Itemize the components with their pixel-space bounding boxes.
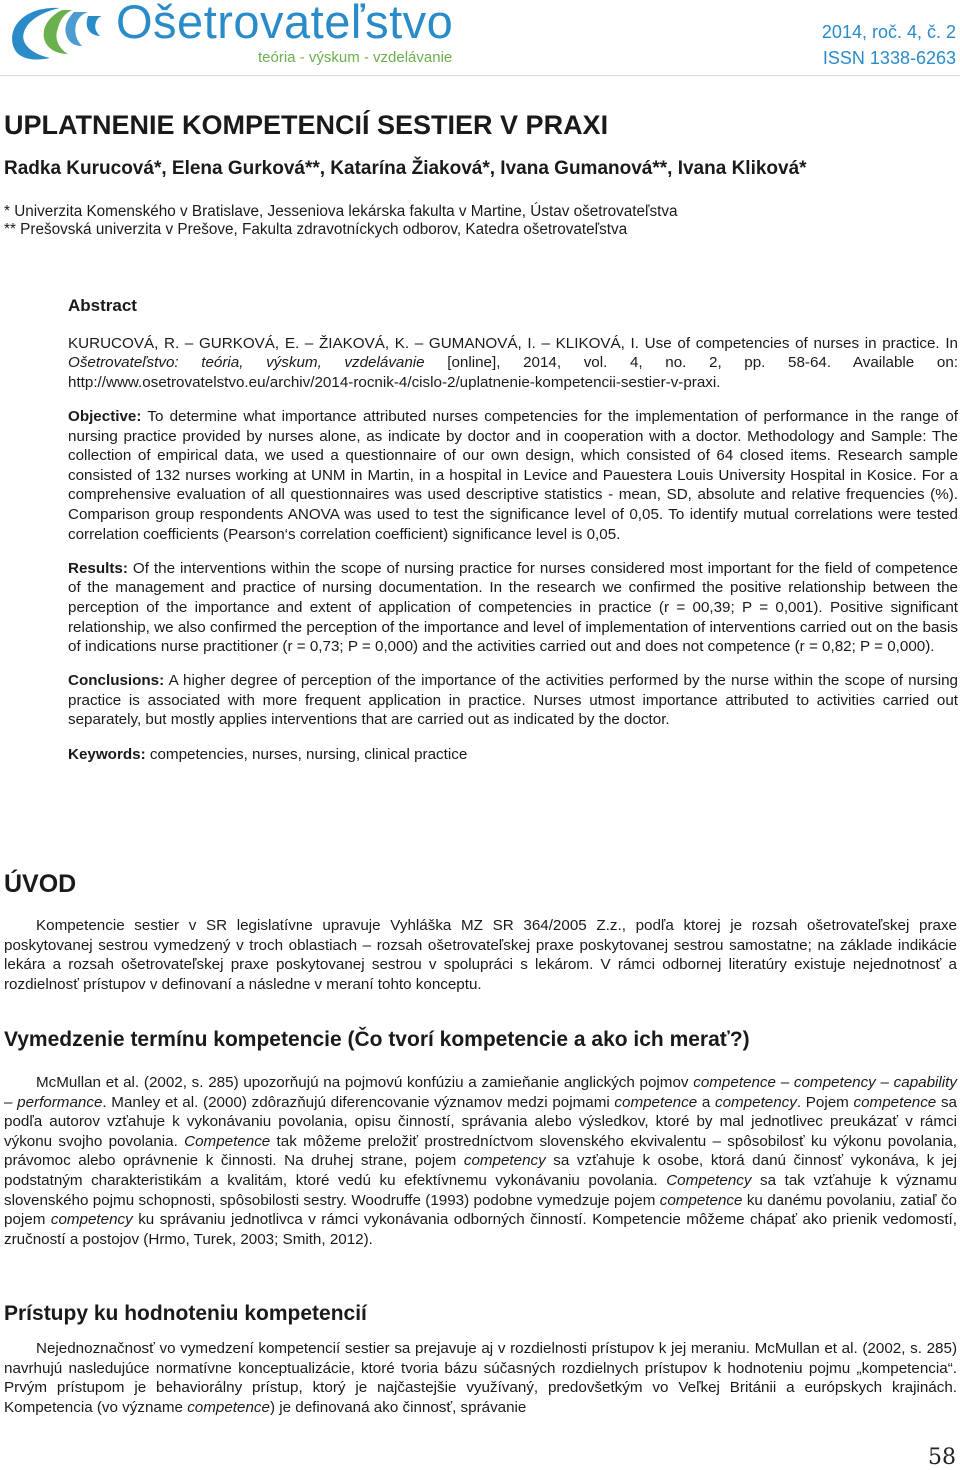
text-run: ) je definovaná ako činnosť, správanie: [269, 1398, 527, 1416]
emphasis-term: Competence: [184, 1132, 271, 1150]
text-run: McMullan et al. (2002, s. 285) upozorňujú na pojmovú konfúziu a zamieňanie anglických pojmov: [36, 1074, 694, 1091]
emphasis-term: competence: [187, 1398, 270, 1416]
citation-lead: KURUCOVÁ, R. – GURKOVÁ, E. – ŽIAKOVÁ, K. – GUMANOVÁ, I. – KLIKOVÁ, I. Use of competencies of nurses in practice. In: [68, 334, 958, 352]
citation-tail: [online], 2014, vol. 4, no. 2, pp. 58-64. Available on: http://www.osetrovatelstvo.eu/archiv/2014-rocnik-4/cislo-2/uplatnenie-kompetencii-sestier-v-praxi.: [68, 354, 958, 391]
objective-text: To determine what importance attributed nurses competencies for the implementation of performance in the range of nursing practice provided by nurses alone, as indicate by doctor and in cooperation with a doctor. Methodology and Sample: The collection of empirical data, we used a questionnaire of our own design, which consisted of 64 closed items. Research sample consisted of 132 nurses working at UNM in Martin, in a hospital in Levice and Pauestera Louis University Hospital in Kosice. For a comprehensive evaluation of all questionnaires was used descriptive statistics - mean, SD, absolute and relative frequencies (%). Comparison group respondents ANOVA was used to test the significance level of 0,05. To identify mutual correlations were tested correlation coefficients (Pearson‘s correlation coefficient) significance level is 0,05.: [68, 407, 958, 543]
issue-info: 2014, roč. 4, č. 2: [821, 22, 956, 42]
emphasis-term: competence: [614, 1093, 698, 1111]
journal-name: Ošetrovateľstvo: [116, 0, 454, 48]
section-heading-approaches: Prístupy ku hodnoteniu kompetencií: [4, 1302, 367, 1325]
text-run: Nejednoznačnosť vo vymedzení kompetencií sestier sa prejavuje aj v rozdielnosti prístupov k jej meraniu. McMullan et al. (2002, s. 285) navrhujú nasledujúce normatívne konceptualizácie, ktoré tvoria bázu súčasných rozdielnych prístupov k hodnoteniu pojmu „kompetencia“. Prvým prístupom je behaviorálny prístup, ktorý je najčastejšie využívaný, predovšetkým vo Veľkej Británii a európskych krajinách. Kompetencia (vo význame: [4, 1340, 957, 1416]
text-run: tak môžeme preložiť prostredníctvom slovenského ekvivalentu – spôsobilosť ku výkonu povolania, právomoc alebo oprávnenie k činnosti. Na druhej strane, pojem: [4, 1132, 957, 1170]
conclusions-label: Conclusions:: [68, 672, 165, 690]
conclusions-text: A higher degree of perception of the importance of the activities performed by the nurse within the scope of nursing practice is associated with more frequent application in practice. Nurses utmost importance attributed to activities carried out separately, but mostly applies interventions that are carried out as indicated by the doctor.: [68, 672, 958, 729]
abstract-objective: [68, 407, 958, 544]
text-run: a: [697, 1093, 715, 1111]
emphasis-term: Competency: [666, 1171, 752, 1189]
emphasis-term: competency: [463, 1152, 546, 1170]
abstract-citation: [68, 334, 958, 393]
results-label: Results:: [68, 559, 128, 577]
author-list: Radka Kurucová*, Elena Gurková**, Katarína Žiaková*, Ivana Gumanová**, Ivana Kliková*: [4, 158, 807, 179]
text-run: sa podľa autorov vzťahuje k vykonávaniu povolania, opisu činností, správania alebo výsledkov, ktoré by mal jednotlivec preukázať v rámci výkonu svojho povolania.: [4, 1093, 957, 1150]
section-heading-uvod: ÚVOD: [4, 870, 77, 898]
issn-info: ISSN 1338-6263: [822, 48, 956, 68]
emphasis-term: competence: [853, 1093, 937, 1111]
article-title: UPLATNENIE KOMPETENCIÍ SESTIER V PRAXI: [4, 110, 609, 140]
affiliation-2: ** Prešovská univerzita v Prešove, Fakulta zdravotníckych odborov, Katedra ošetrovateľstva: [4, 221, 628, 238]
abstract-conclusions: [68, 671, 958, 730]
emphasis-term: competency: [714, 1093, 797, 1111]
text-run: ku správaniu jednotlivca v rámci vykonávania odborných činností. Kompetencie môžeme chápať ako prienik vedomostí, zručností a postojov (Hrmo, Turek, 2003; Smith, 2012).: [4, 1211, 957, 1248]
text-run: sa vzťahuje k osobe, ktorá danú činnosť vykonáva, k jej podstatným charakteristikám a kvalitám, ktoré vedú ku efektívnemu vykonávaniu povolania.: [4, 1152, 957, 1189]
header-divider: [0, 75, 960, 76]
objective-label: Objective:: [68, 407, 142, 425]
journal-subtitle: teória - výskum - vzdelávanie: [258, 49, 453, 66]
text-run: ku danému povolaniu, zatiaľ čo pojem: [4, 1191, 957, 1229]
affiliation-1: * Univerzita Komenského v Bratislave, Jesseniova lekárska fakulta v Martine, Ústav ošetrovateľstva: [4, 203, 678, 220]
section-body-definition: [4, 1073, 957, 1249]
definition-paragraph: [4, 1073, 957, 1249]
text-run: sa tak vzťahuje k významu slovenského pojmu schopnosti, spôsobilosti sestry. Woodruffe (1993) podobne vymedzuje pojem: [4, 1171, 957, 1209]
emphasis-term: competence – competency – capability – performance: [4, 1074, 957, 1111]
results-text: Of the interventions within the scope of nursing practice for nurses considered most important for the field of competence of the management and practice of nursing documentation. In the research we confirmed the positive relationship between the perception of the importance and extent of application of competencies in practice (r = 00,39; P = 0,001). Positive significant relationship, we also confirmed the perception of the importance and level of implementation of interventions carried out on the basis of indications nurse practitioner (r = 0,73; P = 0,000) and the activities carried out and does not competence (r = 0,82; P = 0,000).: [68, 559, 958, 656]
emphasis-term: competency: [50, 1211, 133, 1229]
section-body-uvod: [4, 916, 957, 994]
uvod-paragraph: Kompetencie sestier v SR legislatívne upravuje Vyhláška MZ SR 364/2005 Z.z., podľa ktorej je rozsah ošetrovateľskej praxe poskytovanej sestrou vymedzený v troch oblastiach – rozsah ošetrovateľskej praxe poskytovanej sestrou samostatne; na základe indikácie lekára a rozsah ošetrovateľskej praxe poskytovanej sestrou v spolupráci s lekárom. V rámci odbornej literatúry existuje nejednotnosť a rozdielnosť prístupov v definovaní a následne v meraní tohto konceptu.: [4, 917, 957, 993]
keywords-label: Keywords:: [68, 745, 146, 763]
text-run: . Manley et al. (2000) zdôrazňujú diferencovanie významov medzi pojmami: [102, 1093, 615, 1111]
text-run: . Pojem: [796, 1093, 854, 1111]
abstract-keywords: [68, 745, 958, 765]
abstract-heading: Abstract: [68, 296, 137, 315]
journal-logo-icon: [2, 2, 114, 62]
citation-journal: Ošetrovateľstvo: teória, výskum, vzdelávanie: [68, 354, 425, 372]
section-body-approaches: [4, 1339, 957, 1417]
page-number: 58: [928, 1445, 956, 1470]
emphasis-term: competence: [659, 1191, 743, 1209]
approaches-paragraph: [4, 1339, 957, 1417]
keywords-text: competencies, nurses, nursing, clinical practice: [145, 745, 468, 763]
section-heading-definition: Vymedzenie termínu kompetencie (Čo tvorí kompetencie a ako ich merať?): [4, 1028, 750, 1051]
abstract-section: [68, 296, 958, 764]
abstract-results: [68, 559, 958, 657]
